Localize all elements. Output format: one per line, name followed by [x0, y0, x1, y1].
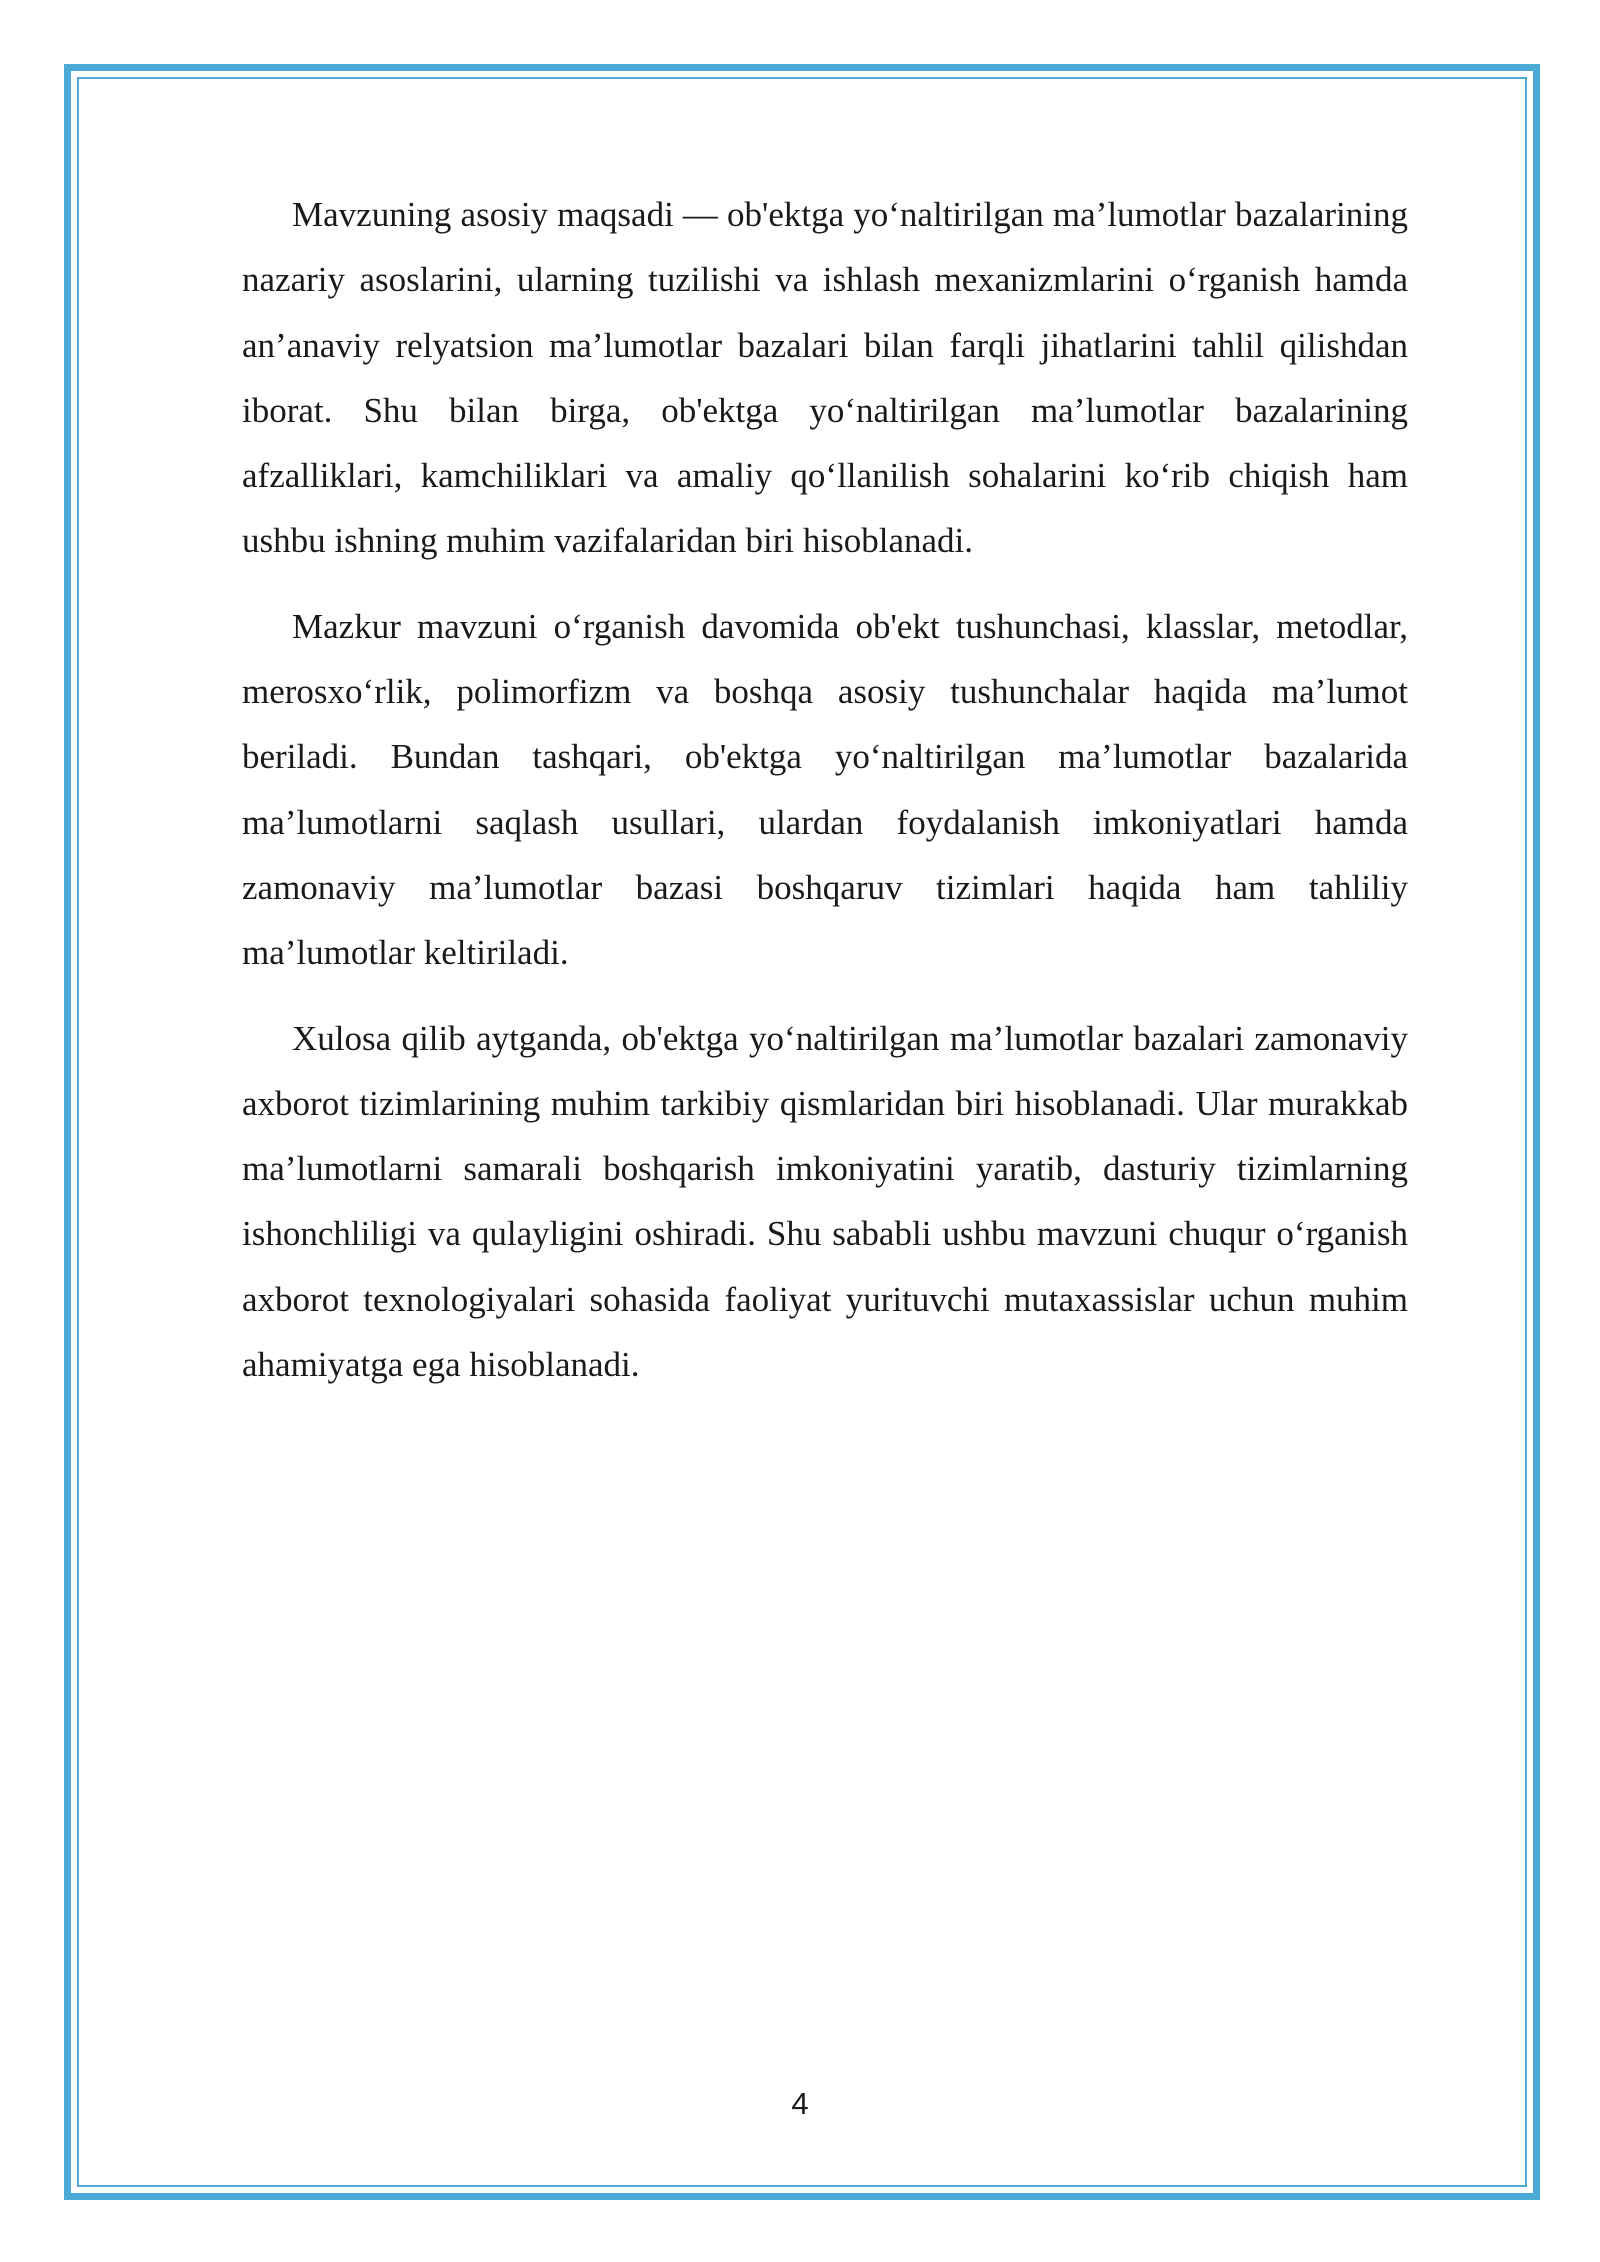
paragraph-conclusion: Xulosa qilib aytganda, ob'ektga yo‘naltirilgan ma’lumotlar bazalari zamonaviy axborot tizimlarining muhim tarkibiy qismlaridan biri hisoblanadi. Ular murakkab ma’lumotlarni samarali boshqarish imkoniyatini yaratib, dasturiy tizimlarning ishonchliligi va qulayligini oshiradi. Shu sababli ushbu mavzuni chuqur o‘rganish axborot texnologiyalari sohasida faoliyat yurituvchi mutaxassislar uchun muhim ahamiyatga ega hisoblanadi.: [242, 1018, 1408, 1385]
paragraph-study-content: Mazkur mavzuni o‘rganish davomida ob'ekt tushunchasi, klasslar, metodlar, merosxo‘rlik, polimorfizm va boshqa asosiy tushunchalar haqida ma’lumot beriladi. Bundan tashqari, ob'ektga yo‘naltirilgan ma’lumotlar bazalarida ma’lumotlarni saqlash usullari, ulardan foydalanish imkoniyatlari hamda zamonaviy ma’lumotlar bazasi boshqaruv tizimlari haqida ham tahliliy ma’lumotlar keltiriladi.: [242, 606, 1408, 973]
page-number: 4: [791, 2086, 809, 2121]
paragraph-objectives: Mavzuning asosiy maqsadi — ob'ektga yo‘naltirilgan ma’lumotlar bazalarining nazariy asoslarini, ularning tuzilishi va ishlash mexanizmlarini o‘rganish hamda an’anaviy relyatsion ma’lumotlar bazalari bilan farqli jihatlarini tahlil qilishdan iborat. Shu bilan birga, ob'ektga yo‘naltirilgan ma’lumotlar bazalarining afzalliklari, kamchiliklari va amaliy qo‘llanilish sohalarini ko‘rib chiqish ham ushbu ishning muhim vazifalaridan biri hisoblanadi.: [242, 195, 1408, 561]
document-body: [242, 182, 1408, 1417]
